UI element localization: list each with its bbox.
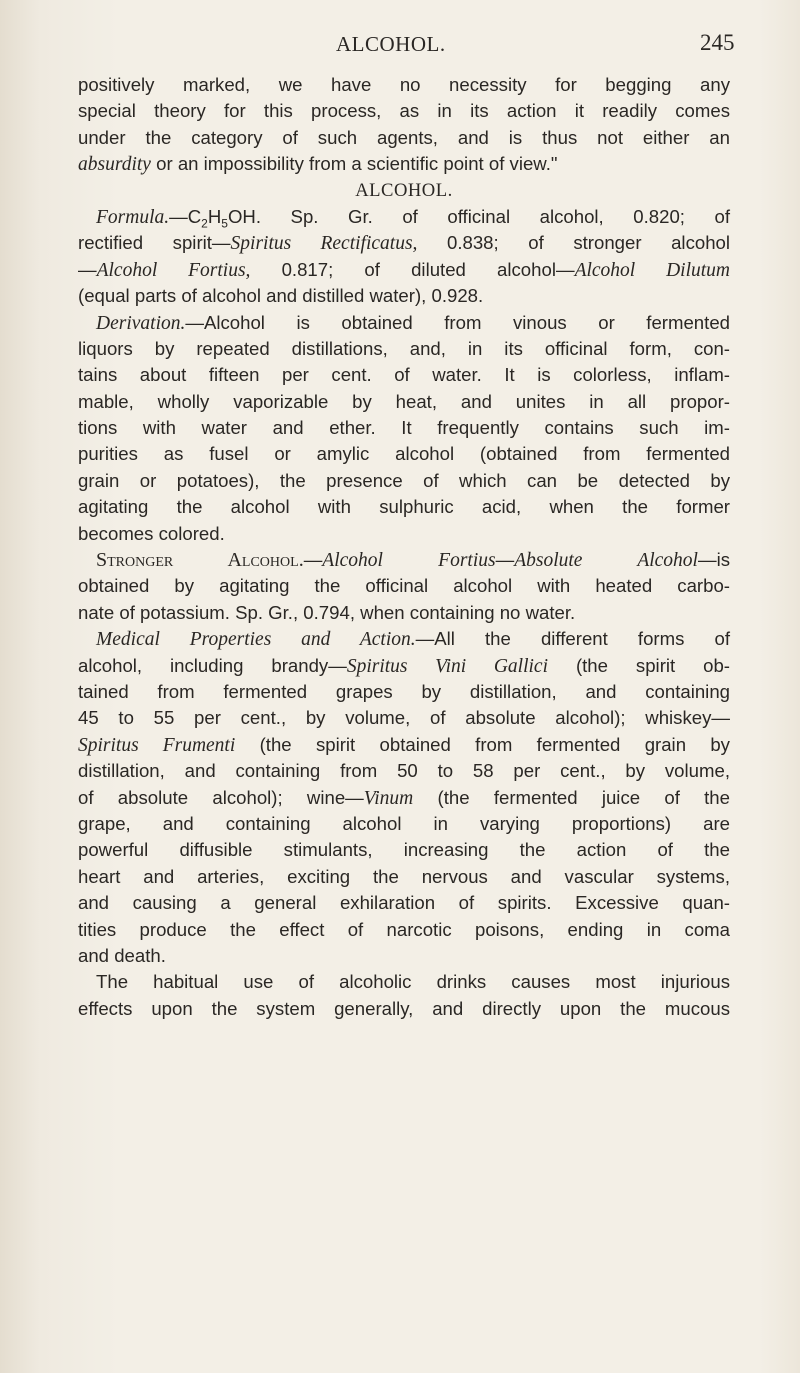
text-line: absurdity or an impossibility from a scientific point of view."	[78, 153, 558, 176]
text-line: becomes colored.	[78, 522, 225, 544]
text-line: —Alcohol Fortius, 0.817; of diluted alcohol—Alcohol Dilutum	[78, 258, 730, 281]
page-header	[0, 30, 800, 66]
text-line: mable, wholly vaporizable by heat, and unites in all propor-	[78, 390, 730, 412]
text-line: distillation, and containing from 50 to 58 per cent., by volume,	[78, 760, 730, 782]
text-line: powerful diffusible stimulants, increasing the action of the	[78, 839, 730, 861]
text-line: nate of potassium. Sp. Gr., 0.794, when containing no water.	[78, 601, 576, 623]
text-line: (equal parts of alcohol and distilled water), 0.928.	[78, 285, 484, 307]
text-line: special theory for this process, as in its action it readily comes	[78, 100, 730, 122]
section-heading: ALCOHOL.	[355, 179, 453, 201]
text-line: tains about fifteen per cent. of water. It is colorless, inflam-	[78, 364, 730, 386]
text-line: liquors by repeated distillations, and, in its officinal form, con-	[78, 337, 730, 359]
text-line: tained from fermented grapes by distillation, and containing	[78, 680, 730, 702]
text-line: agitating the alcohol with sulphuric acid, when the former	[78, 496, 730, 518]
running-title: ALCOHOL.	[336, 32, 446, 56]
medical-properties-label: Medical Properties and Action.	[96, 629, 416, 651]
text-line: Medical Properties and Action.—All the different forms of	[96, 628, 731, 651]
page-number: 245	[700, 30, 735, 55]
page-body	[78, 72, 730, 1022]
text-line: grain or potatoes), the presence of which can be detected by	[78, 469, 730, 491]
text-line: tities produce the effect of narcotic poisons, ending in coma	[78, 918, 730, 940]
formula-label: Formula.	[96, 206, 170, 228]
text-line: alcohol, including brandy—Spiritus Vini Gallici (the spirit ob-	[78, 654, 730, 677]
text-line: positively marked, we have no necessity for begging any	[78, 74, 730, 95]
text-line: grape, and containing alcohol in varying proportions) are	[78, 812, 730, 834]
text-line: of absolute alcohol); wine—Vinum (the fermented juice of the	[78, 786, 730, 809]
text-line: purities as fusel or amylic alcohol (obtained from fermented	[78, 443, 730, 465]
formula-line: $Formula.—C_2H_5OH$. Sp. Gr. of officinal alcohol, 0.820; of	[96, 205, 730, 231]
stronger-alcohol-label: Stronger Alcohol.	[96, 549, 304, 572]
text-line: Stronger Alcohol.—Alcohol Fortius—Absolute Alcohol—is	[96, 549, 730, 572]
text-line: effects upon the system generally, and directly upon the mucous	[78, 997, 730, 1019]
italic-term: absurdity	[78, 154, 151, 176]
text-line: and death.	[78, 944, 166, 966]
text-line: rectified spirit—Spiritus Rectificatus, 0.838; of stronger alcohol	[78, 232, 731, 255]
text-line: Spiritus Frumenti (the spirit obtained from fermented grain by	[78, 733, 730, 756]
text-line: tions with water and ether. It frequently contains such im-	[78, 417, 730, 439]
text-line: and causing a general exhilaration of spirits. Excessive quan-	[78, 892, 730, 914]
text-line: The habitual use of alcoholic drinks causes most injurious	[96, 971, 730, 993]
derivation-label: Derivation.	[96, 312, 186, 334]
text-line: Derivation.—Alcohol is obtained from vinous or fermented	[96, 311, 730, 334]
text-line: heart and arteries, exciting the nervous and vascular systems,	[78, 865, 730, 887]
text-line: obtained by agitating the officinal alcohol with heated carbo-	[78, 575, 730, 597]
text-line: under the category of such agents, and is thus not either an	[78, 126, 730, 148]
text-line: 45 to 55 per cent., by volume, of absolute alcohol); whiskey—	[78, 707, 730, 729]
